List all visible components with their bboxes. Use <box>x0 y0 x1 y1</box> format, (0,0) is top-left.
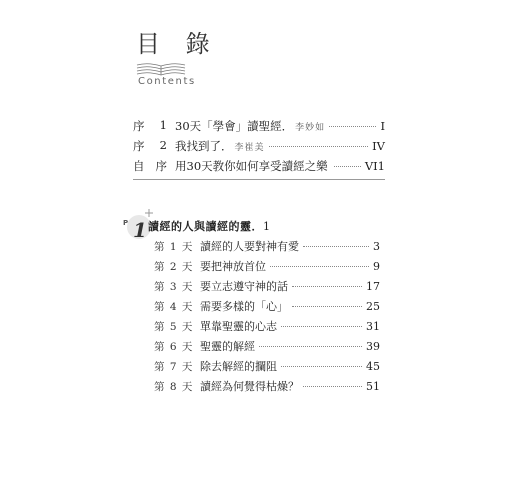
leader-dots <box>303 246 369 247</box>
leader-dots <box>329 126 376 127</box>
entry-page: IV <box>372 139 385 153</box>
page-title: 目 錄 <box>136 30 219 58</box>
chapter-day: 第 6 天 <box>154 341 194 353</box>
chapter-page: 17 <box>366 280 380 293</box>
chapter-title: 聖靈的解經 <box>200 340 255 353</box>
entry-title: 30天「學會」讀聖經． <box>175 119 294 133</box>
entry-title: 我找到了． <box>175 139 233 153</box>
entry-label-prefix: 序 <box>133 119 145 133</box>
chapter-page: 9 <box>373 260 380 273</box>
part-heading[interactable] <box>148 218 271 234</box>
entry-label-number: 1 <box>159 118 167 132</box>
leader-dots <box>303 386 362 387</box>
chapter-title: 要立志遵守神的話 <box>200 280 288 293</box>
section-divider <box>133 179 385 180</box>
chapter-title: 讀經的人要對神有愛 <box>200 240 299 253</box>
chapter-entry[interactable] <box>154 238 380 258</box>
chapter-day: 第 8 天 <box>154 381 194 393</box>
chapter-page: 25 <box>366 300 380 313</box>
entry-page: I <box>380 119 385 133</box>
open-book-icon <box>136 62 186 76</box>
toc-entry[interactable] <box>133 118 385 138</box>
chapter-day: 第 5 天 <box>154 321 194 333</box>
leader-dots <box>269 146 369 147</box>
chapter-title: 單靠聖靈的心志 <box>200 320 277 333</box>
entry-author: 李妙如 <box>295 123 326 133</box>
toc-entry[interactable] <box>133 138 385 158</box>
chapter-day: 第 2 天 <box>154 261 194 273</box>
chapter-title: 要把神放首位 <box>200 260 266 273</box>
leader-dots <box>292 306 362 307</box>
chapter-page: 3 <box>373 240 380 253</box>
chapter-day: 第 3 天 <box>154 281 194 293</box>
chapter-entry[interactable] <box>154 318 380 338</box>
entry-author: 李崔美 <box>234 143 265 153</box>
chapter-title: 除去解經的攔阻 <box>200 360 277 373</box>
part-page: 1 <box>263 220 271 233</box>
chapter-day: 第 7 天 <box>154 361 194 373</box>
chapter-page: 39 <box>366 340 380 353</box>
leader-dots <box>281 326 362 327</box>
chapter-entry[interactable] <box>154 278 380 298</box>
toc-entry[interactable] <box>133 158 385 178</box>
chapter-entry[interactable] <box>154 258 380 278</box>
leader-dots <box>334 166 361 167</box>
chapter-title: 讀經為何覺得枯燥？ <box>200 380 299 393</box>
part-number: 1 <box>133 218 147 241</box>
leader-dots <box>292 286 362 287</box>
chapter-day: 第 4 天 <box>154 301 194 313</box>
page-subtitle: Contents <box>138 76 196 87</box>
entry-title: 用30天教你如何享受讀經之樂 <box>175 159 328 173</box>
leader-dots <box>281 366 362 367</box>
chapter-title: 需要多樣的「心」 <box>200 300 288 313</box>
entry-label-prefix: 自 <box>133 159 145 173</box>
chapter-entry[interactable] <box>154 338 380 358</box>
chapter-entry[interactable] <box>154 378 380 398</box>
entry-label-number: 2 <box>159 138 167 152</box>
chapter-entry[interactable] <box>154 298 380 318</box>
chapter-entry[interactable] <box>154 358 380 378</box>
part-prefix: P <box>123 219 129 227</box>
leader-dots <box>270 266 369 267</box>
chapter-page: 45 <box>366 360 380 373</box>
chapter-page: 31 <box>366 320 380 333</box>
entry-label-prefix: 序 <box>133 139 145 153</box>
toc-header <box>136 30 256 87</box>
entry-label-number: 序 <box>155 159 167 173</box>
entry-page: VI1 <box>364 159 385 173</box>
leader-dots <box>259 346 362 347</box>
chapter-page: 51 <box>366 380 380 393</box>
part-title: 讀經的人與讀經的靈． <box>148 220 263 233</box>
chapter-day: 第 1 天 <box>154 241 194 253</box>
